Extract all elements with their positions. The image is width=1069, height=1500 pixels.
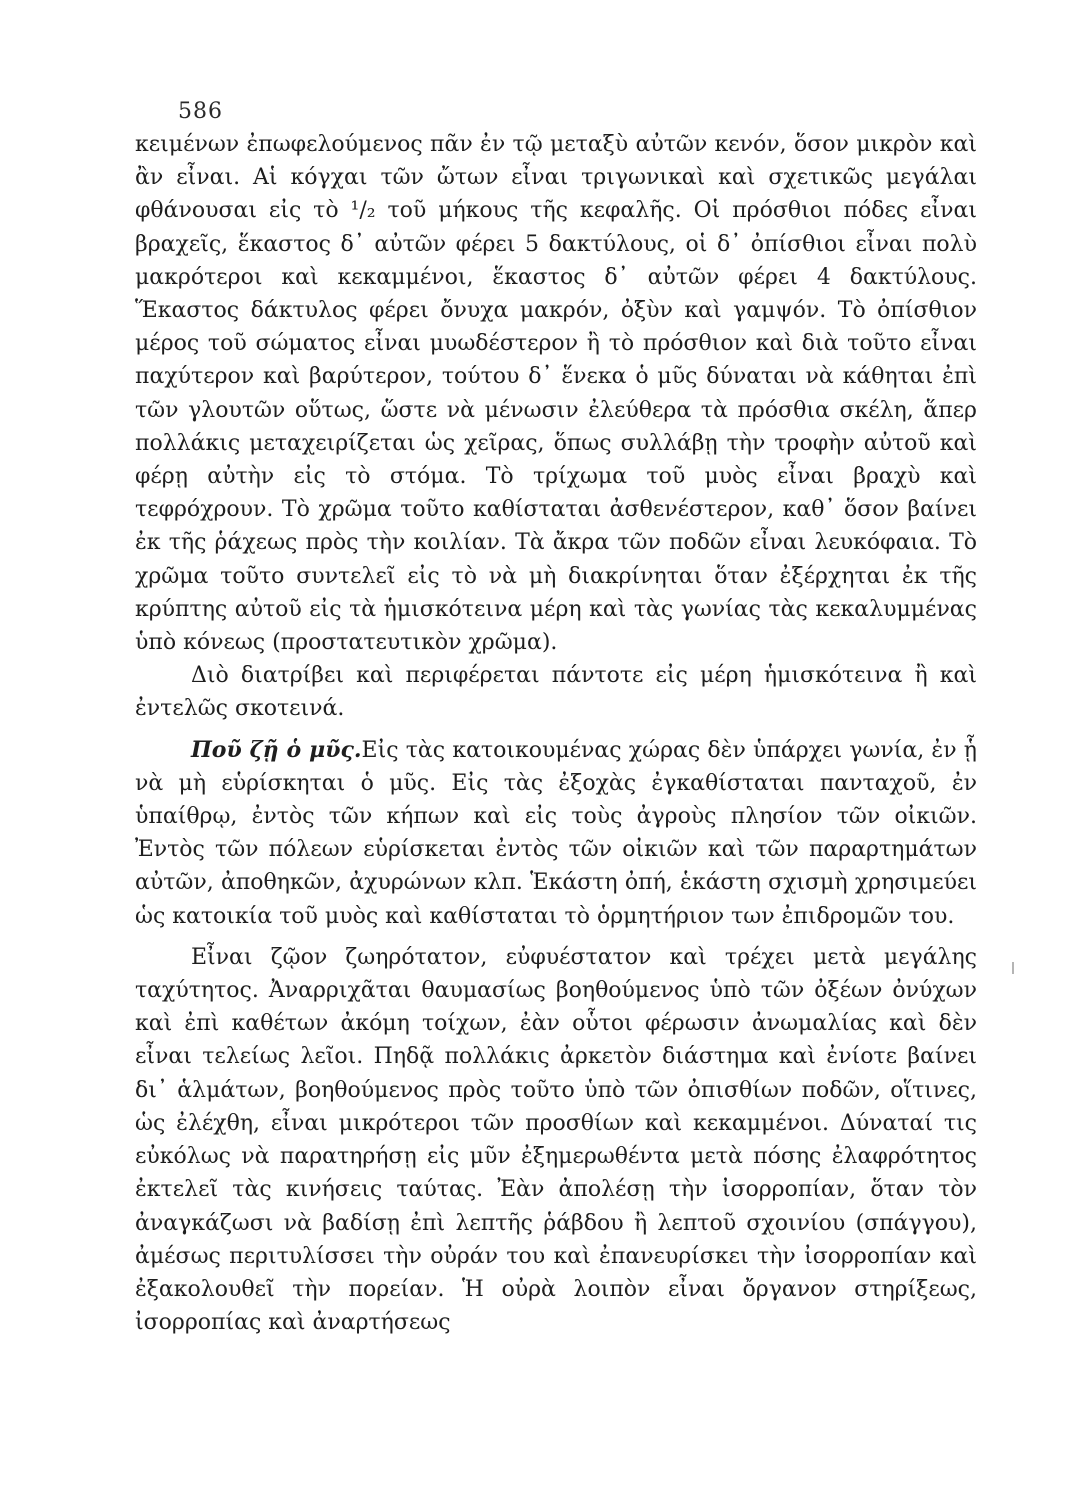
body-text xyxy=(135,128,977,1339)
margin-mark xyxy=(1012,962,1014,974)
paragraph-habitat-summary: Διὸ διατρίβει καὶ περιφέρεται πάντοτε εἰς μέρη ἡμισκότεινα ἢ καὶ ἐντελῶς σκοτεινά. xyxy=(135,663,977,722)
paragraph-anatomy: κειμένων ἐπωφελούμενος πᾶν ἐν τῷ μεταξὺ αὐτῶν κενόν, ὅσον μικρὸν καὶ ἂν εἶναι. Αἱ κόγχαι τῶν ὤτων εἶναι τριγωνικαὶ καὶ σχετικῶς μεγάλαι φθάνουσαι εἰς τὸ ¹/₂ τοῦ μήκους τῆς κεφαλῆς. Οἱ πρόσθιοι πόδες εἶναι βραχεῖς, ἕκαστος δ᾿ αὐτῶν φέρει 5 δακτύλους, οἱ δ᾿ ὀπίσθιοι εἶναι πολὺ μακρότεροι καὶ κεκαμμένοι, ἕκαστος δ᾿ αὐτῶν φέρει 4 δακτύλους. Ἕκαστος δάκτυλος φέρει ὄνυχα μακρόν, ὀξὺν καὶ γαμψόν. Τὸ ὀπίσθιον μέρος τοῦ σώματος εἶναι μυωδέστερον ἢ τὸ πρόσθιον καὶ διὰ τοῦτο εἶναι παχύτερον καὶ βαρύτερον, τούτου δ᾿ ἕνεκα ὁ μῦς δύναται νὰ κάθηται ἐπὶ τῶν γλουτῶν οὕτως, ὥστε νὰ μένωσιν ἐλεύθερα τὰ πρόσθια σκέλη, ἅπερ πολλάκις μεταχειρίζεται ὡς χεῖρας, ὅπως συλλάβῃ τὴν τροφὴν αὐτοῦ καὶ φέρῃ αὐτὴν εἰς τὸ στόμα. Τὸ τρίχωμα τοῦ μυὸς εἶναι βραχὺ καὶ τεφρόχρουν. Τὸ χρῶμα τοῦτο καθίσταται ἀσθενέστερον, καθ᾿ ὅσον βαίνει ἐκ τῆς ῥάχεως πρὸς τὴν κοιλίαν. Τὰ ἄκρα τῶν ποδῶν εἶναι λευκόφαια. Τὸ χρῶμα τοῦτο συντελεῖ εἰς τὸ νὰ μὴ διακρίνηται ὅταν ἐξέρχηται ἐκ τῆς κρύπτης αὐτοῦ εἰς τὰ ἡμισκότεινα μέρη καὶ τὰς γωνίας τὰς κεκαλυμμένας ὑπὸ κόνεως (προστατευτικὸν χρῶμα). xyxy=(135,132,977,656)
paragraph-where-it-lives-text: Εἰς τὰς κατοικουμένας χώρας δὲν ὑπάρχει γωνία, ἐν ᾗ νὰ μὴ εὑρίσκηται ὁ μῦς. Εἰς τὰς ἐξοχὰς ἐγκαθίσταται πανταχοῦ, ἐν ὑπαίθρῳ, ἐντὸς τῶν κήπων καὶ εἰς τοὺς ἀγροὺς πλησίον τῶν οἰκιῶν. Ἐντὸς τῶν πόλεων εὑρίσκεται ἐντὸς τῶν οἰκιῶν καὶ τῶν παραρτημάτων αὐτῶν, ἀποθηκῶν, ἀχυρώνων κλπ. Ἑκάστη ὀπή, ἑκάστη σχισμὴ χρησιμεύει ὡς κατοικία τοῦ μυὸς καὶ καθίσταται τὸ ὁρμητήριον των ἐπιδρομῶν του. xyxy=(135,737,977,929)
page-number: 586 xyxy=(178,99,223,124)
paragraph-movement: Εἶναι ζῷον ζωηρότατον, εὐφυέστατον καὶ τρέχει μετὰ μεγάλης ταχύτητος. Ἀναρριχᾶται θαυμασίως βοηθούμενος ὑπὸ τῶν ὀξέων ὀνύχων καὶ ἐπὶ καθέτων ἀκόμη τοίχων, ἐὰν οὗτοι φέρωσιν ἀνωμαλίας καὶ δὲν εἶναι τελείως λεῖοι. Πηδᾷ πολλάκις ἀρκετὸν διάστημα καὶ ἐνίοτε βαίνει δι᾿ ἁλμάτων, βοηθούμενος πρὸς τοῦτο ὑπὸ τῶν ὀπισθίων ποδῶν, οἵτινες, ὡς ἐλέχθη, εἶναι μικρότεροι τῶν προσθίων καὶ κεκαμμένοι. Δύναταί τις εὐκόλως νὰ παρατηρήσῃ εἰς μῦν ἐξημερωθέντα μετὰ πόσης ἐλαφρότητος ἐκτελεῖ τὰς κινήσεις ταύτας. Ἐὰν ἀπολέσῃ τὴν ἰσορροπίαν, ὅταν τὸν ἀναγκάζωσι νὰ βαδίσῃ ἐπὶ λεπτῆς ῥάβδου ἢ λεπτοῦ σχοινίου (σπάγγου), ἀμέσως περιτυλίσσει τὴν οὐράν του καὶ ἐπανευρίσκει τὴν ἰσορροπίαν καὶ ἐξακολουθεῖ τὴν πορείαν. Ἡ οὐρὰ λοιπὸν εἶναι ὄργανον στηρίξεως, ἰσορροπίας καὶ ἀναρτήσεως xyxy=(135,944,977,1336)
section-heading: Ποῦ ζῇ ὁ μῦς. xyxy=(191,736,362,763)
paragraph-where-it-lives xyxy=(135,734,977,933)
